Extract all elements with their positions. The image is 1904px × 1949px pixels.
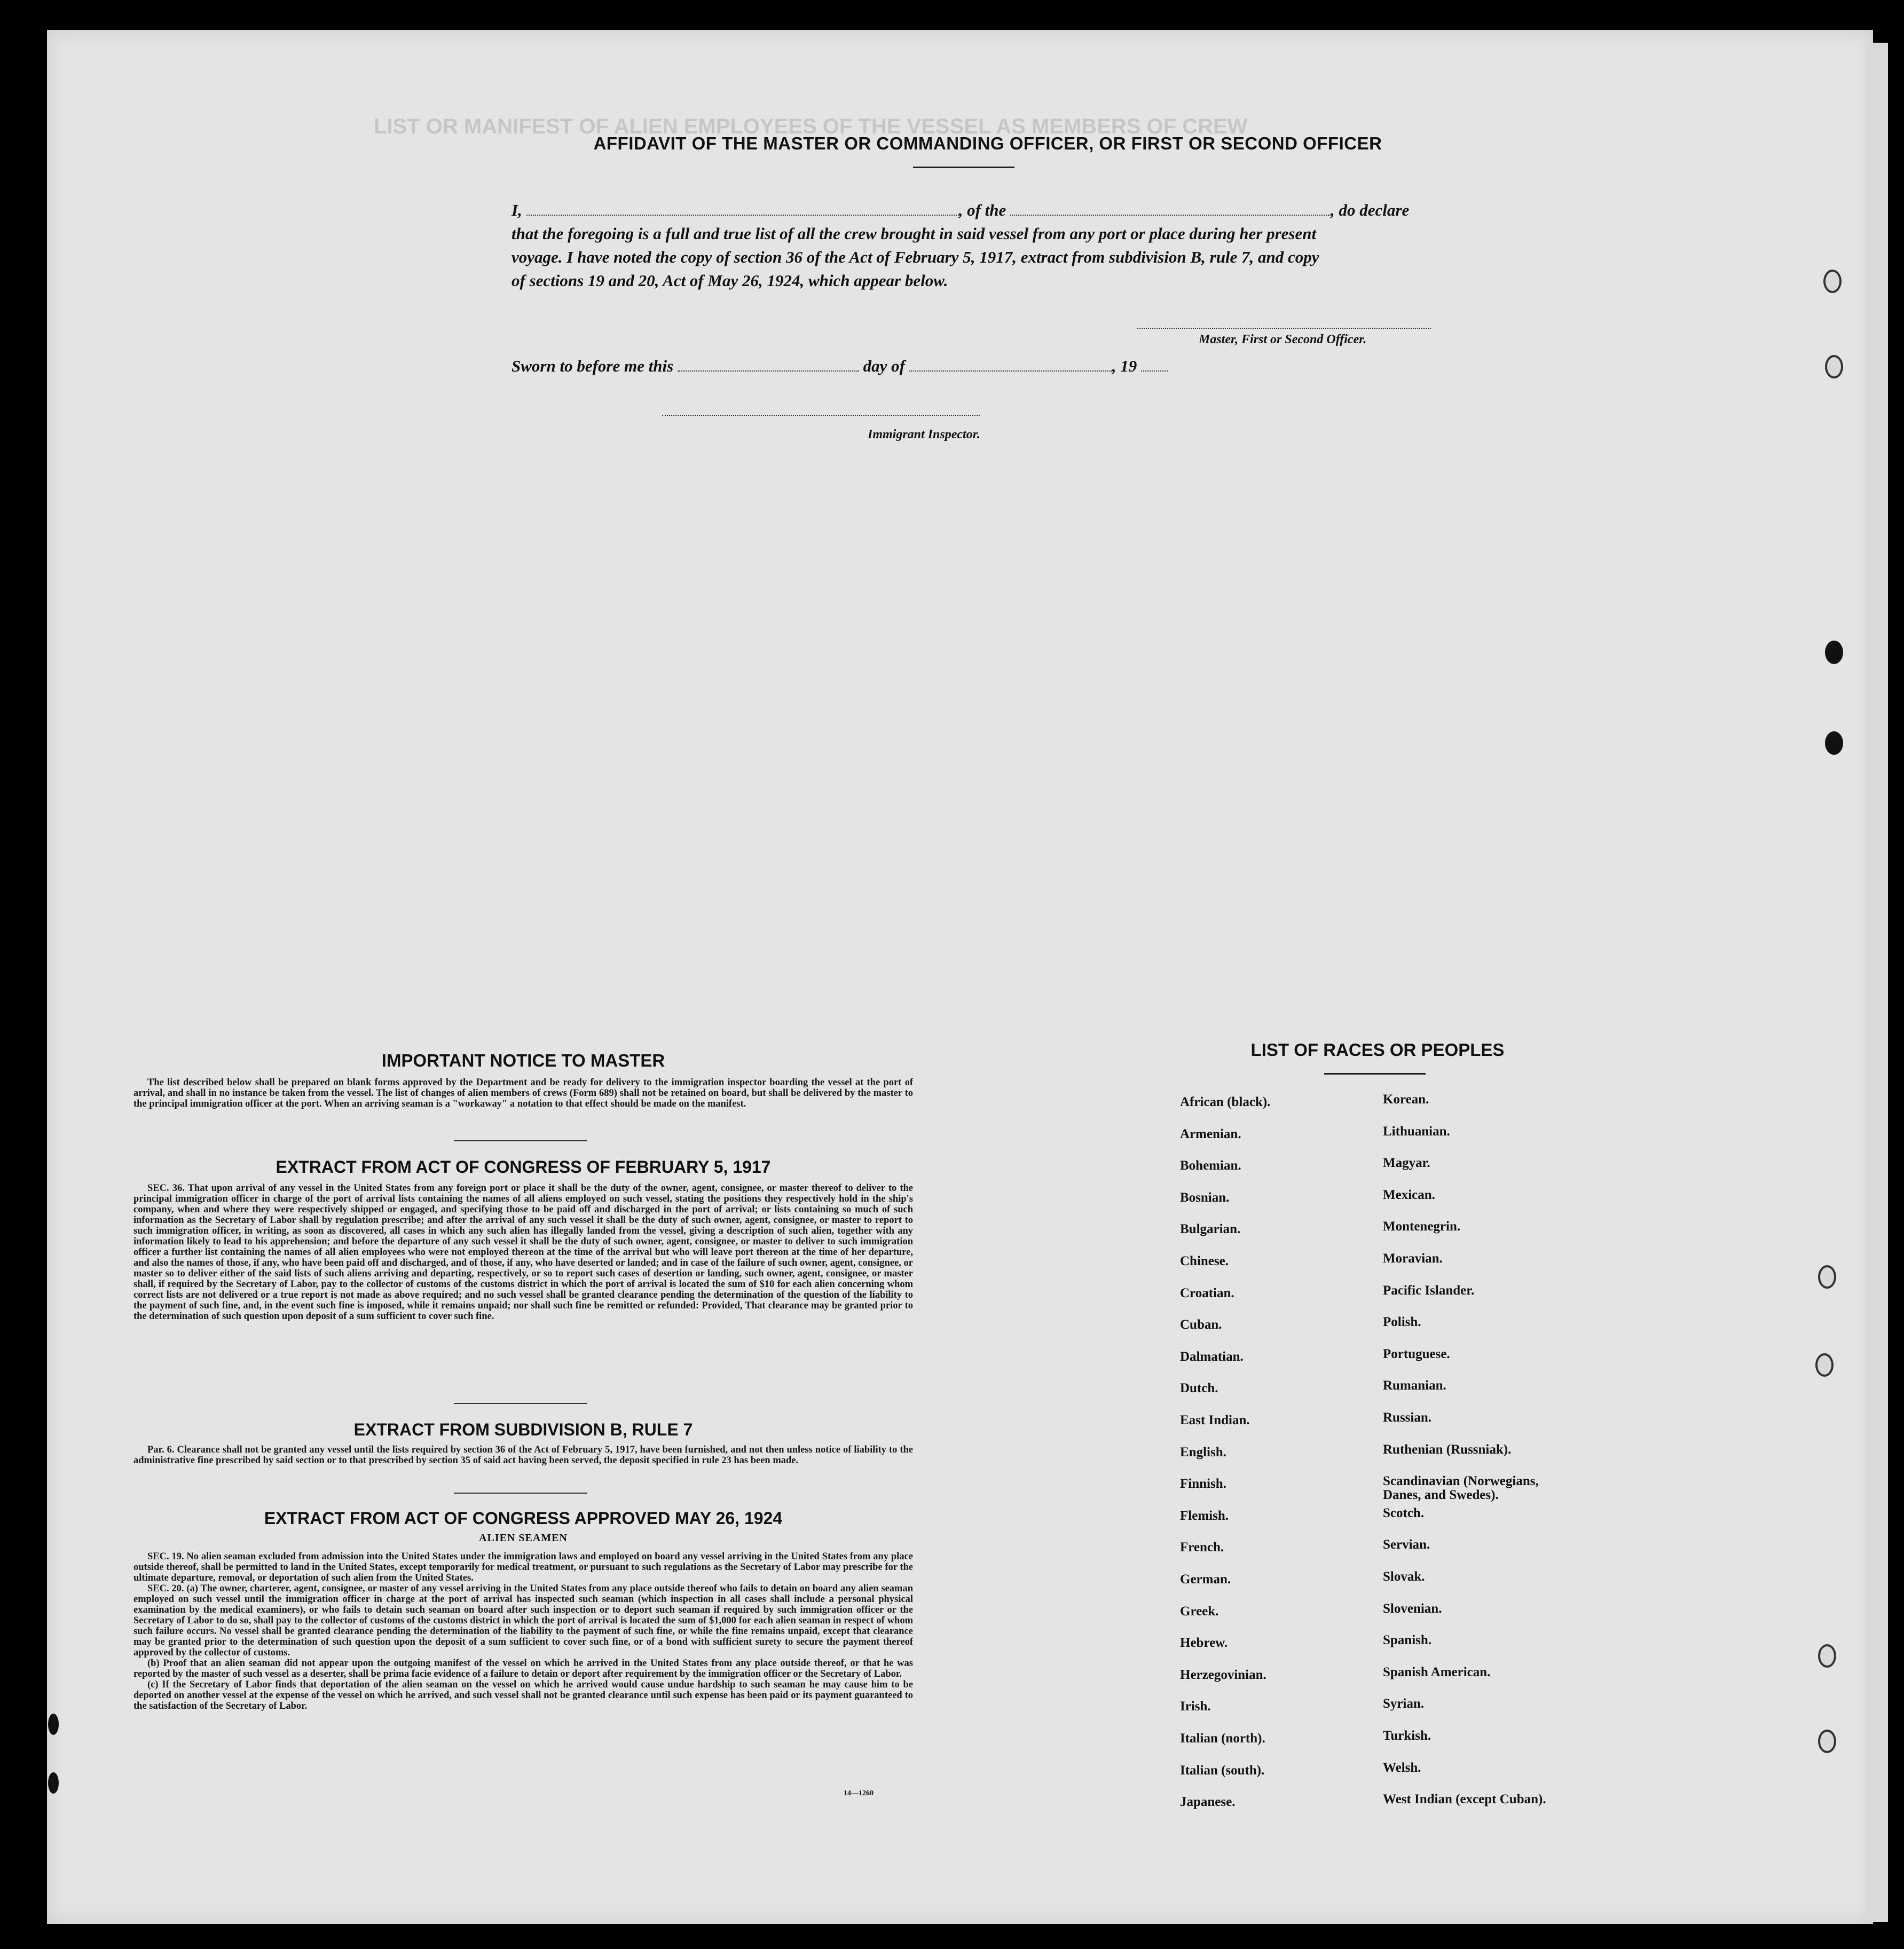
race-item: Turkish. <box>1383 1729 1431 1743</box>
master-signature-line[interactable] <box>1137 327 1431 329</box>
sworn-month-field[interactable] <box>909 357 1112 372</box>
race-item: Korean. <box>1383 1092 1429 1107</box>
race-item: Dalmatian. <box>1180 1349 1244 1364</box>
notice-paragraph: The list described below shall be prepared on blank forms approved by the Department and be ready for delivery to the immigration inspector boarding the vessel at the port of arrival, and shall in no instance be taken from the vessel. The list of changes of alien members of crews (Form 689) shall not be retained on board, but shall be delivered by the master to the principal immigration officer at the port. When an arriving seaman is a "workaway" a notation to that effect should be made on the manifest. <box>133 1077 913 1109</box>
affidavit-declaration <box>512 199 1467 293</box>
alien-seamen-subtitle: ALIEN SEAMEN <box>479 1532 568 1544</box>
race-item: West Indian (except Cuban). <box>1383 1792 1546 1807</box>
punch-hole <box>1823 270 1842 293</box>
sworn-day-of: day of <box>863 357 905 375</box>
race-item: Russian. <box>1383 1410 1432 1425</box>
sworn-day-field[interactable] <box>678 357 859 372</box>
section-19-paragraph: SEC. 19. No alien seaman excluded from admission into the United States under the immigration laws and employed on board any vessel arriving in the United States from any place outside thereof, shall be permitted to land in the United States, except temporarily for medical treatment, or pursuant to such regulations as the Secretary of Labor may prescribe for the ultimate departure, removal, or deportation of such alien from the United States. <box>133 1551 913 1583</box>
race-item: English. <box>1180 1445 1226 1459</box>
extract-1917-text <box>133 1183 913 1322</box>
declaration-of-the: , of the <box>958 201 1006 219</box>
race-item: Irish. <box>1180 1699 1211 1714</box>
sworn-text: Sworn to before me this <box>512 357 674 375</box>
extract-1924-text <box>133 1551 913 1711</box>
form-number: 14—1260 <box>844 1789 874 1797</box>
punch-hole <box>1818 1730 1836 1753</box>
race-item: Italian (south). <box>1180 1763 1265 1778</box>
race-item: French. <box>1180 1540 1224 1555</box>
races-divider <box>1324 1073 1426 1075</box>
race-item: Ruthenian (Russniak). <box>1383 1442 1512 1457</box>
punch-hole <box>48 1714 59 1735</box>
race-item: Finnish. <box>1180 1477 1226 1492</box>
declaration-i: I, <box>512 201 522 219</box>
race-item: Moravian. <box>1383 1251 1443 1266</box>
race-item: Armenian. <box>1180 1126 1241 1141</box>
race-item: Servian. <box>1383 1537 1430 1552</box>
section-20b-paragraph: (b) Proof that an alien seaman did not appear upon the outgoing manifest of the vessel on which he arrived in the United States from any place outside thereof, or that he was reported by the master of such vessel as a deserter, shall be prima facie evidence of a failure to detain or deport after requirement by the immigration officer or the Secretary of Labor. <box>133 1658 913 1679</box>
race-item: Portuguese. <box>1383 1346 1450 1361</box>
race-item: Spanish American. <box>1383 1664 1491 1679</box>
race-item: Slovak. <box>1383 1569 1425 1584</box>
race-item: East Indian. <box>1180 1413 1250 1427</box>
race-item: Pacific Islander. <box>1383 1283 1475 1298</box>
extract-rule7-text <box>133 1445 913 1466</box>
notice-title: IMPORTANT NOTICE TO MASTER <box>381 1051 665 1070</box>
master-signature-label: Master, First or Second Officer. <box>1199 333 1367 346</box>
race-item: Lithuanian. <box>1383 1124 1450 1139</box>
section-36-paragraph: SEC. 36. That upon arrival of any vessel in the United States from any foreign port or place it shall be the duty of the owner, agent, consignee, or master thereof to deliver to the principal immigration officer in charge of the port of arrival lists containing the names of all aliens employed on such vessel, stating the positions they respectively hold in the ship's company, when and where they were respectively shipped or engaged, and specifying those to be paid off and discharged in the port of arrival; or lists containing so much of such information as the Secretary of Labor shall by regulation prescribe; and after the arrival of any such vessel it shall be the duty of such owner, agent, consignee, or master to report to such immigration officer, in writing, as soon as discovered, all cases in which any such alien has illegally landed from the vessel, giving a description of such alien, together with any information likely to lead to his apprehension; and before the departure of any such vessel it shall be the duty of such owner, agent, consignee, or master to deliver to such immigration officer a further list containing the names of all alien employees who were not employed thereon at the time of the arrival but who will leave port thereon at the time of her departure, and also the names of those, if any, who have been paid off and discharged, and of those, if any, who have deserted or landed; and in case of the failure of such owner, agent, consignee, or master so to deliver either of the said lists of such aliens arriving and departing, respectively, or so to report such cases of desertion or landing, such owner, agent, consignee, or master shall, if required by the Secretary of Labor, pay to the collector of customs of the customs district in which the port of arrival is located the sum of $10 for each alien concerning whom correct lists are not delivered or a true report is not made as above required; and no such vessel shall be granted clearance pending the determination of the question of the liability to the payment of such fine, and, in the event such fine is imposed, while it remains unpaid; nor shall such fine be remitted or refunded: Provided, That clearance may be granted prior to the determination of such question upon deposit of a sum sufficient to cover such fine. <box>133 1183 913 1322</box>
declaration-line-4: of sections 19 and 20, Act of May 26, 1924, which appear below. <box>512 271 948 290</box>
race-item: Spanish. <box>1383 1633 1432 1648</box>
section-divider <box>454 1403 587 1404</box>
punch-hole <box>1825 355 1843 378</box>
race-item: Bulgarian. <box>1180 1222 1241 1237</box>
race-item: Bohemian. <box>1180 1158 1241 1173</box>
race-item: African (black). <box>1180 1095 1271 1109</box>
race-item: Polish. <box>1383 1315 1421 1330</box>
notice-text <box>133 1077 913 1109</box>
race-item: Slovenian. <box>1383 1601 1442 1616</box>
punch-hole <box>48 1772 59 1794</box>
race-item: Rumanian. <box>1383 1378 1446 1393</box>
extract-1924-title: EXTRACT FROM ACT OF CONGRESS APPROVED MAY 26, 1924 <box>264 1509 783 1528</box>
section-divider <box>454 1493 587 1494</box>
race-item: Scotch. <box>1383 1505 1425 1520</box>
race-item: Herzegovinian. <box>1180 1667 1266 1682</box>
name-field[interactable] <box>526 201 959 216</box>
race-item: Montenegrin. <box>1383 1219 1461 1234</box>
underlying-page-edge <box>1867 43 1888 1922</box>
races-title: LIST OF RACES OR PEOPLES <box>1250 1040 1505 1060</box>
sworn-year-prefix: , 19 <box>1112 357 1137 375</box>
bleed-through-text: LIST OR MANIFEST OF ALIEN EMPLOYEES OF THE VESSEL AS MEMBERS OF CREW <box>374 115 1248 138</box>
extract-1917-title: EXTRACT FROM ACT OF CONGRESS OF FEBRUARY 5, 1917 <box>276 1157 771 1177</box>
race-item: Croatian. <box>1180 1285 1234 1300</box>
race-item: Greek. <box>1180 1604 1219 1619</box>
race-item: Japanese. <box>1180 1795 1236 1810</box>
punch-hole <box>1825 731 1843 755</box>
race-item: Cuban. <box>1180 1317 1222 1332</box>
race-item: Scandinavian (Norwegians, Danes, and Swedes). <box>1383 1474 1539 1503</box>
vessel-field[interactable] <box>1010 201 1331 216</box>
punch-hole <box>1825 641 1843 664</box>
declaration-line-2: that the foregoing is a full and true list of all the crew brought in said vessel from any port or place during her present <box>512 224 1317 243</box>
race-item: Flemish. <box>1180 1508 1229 1523</box>
race-item: Syrian. <box>1383 1697 1425 1711</box>
race-item: Welsh. <box>1383 1760 1421 1775</box>
punch-hole <box>1818 1644 1836 1668</box>
punch-hole <box>1815 1353 1834 1377</box>
race-item: Magyar. <box>1383 1156 1430 1171</box>
race-item: Italian (north). <box>1180 1731 1265 1746</box>
race-item: Bosnian. <box>1180 1190 1230 1205</box>
affidavit-title: AFFIDAVIT OF THE MASTER OR COMMANDING OFFICER, OR FIRST OR SECOND OFFICER <box>593 133 1382 153</box>
declaration-do-declare: , do declare <box>1331 201 1410 219</box>
race-item: Mexican. <box>1383 1187 1435 1202</box>
rule7-paragraph: Par. 6. Clearance shall not be granted any vessel until the lists required by section 36 of the Act of February 5, 1917, have been furnished, and not then unless notice of liability to the administrative fine prescribed by said section or to that prescribed by section 35 of said act having been served, the deposit specified in rule 23 has been made. <box>133 1445 913 1466</box>
extract-rule7-title: EXTRACT FROM SUBDIVISION B, RULE 7 <box>353 1420 693 1439</box>
title-divider <box>913 167 1014 168</box>
section-divider <box>454 1140 587 1141</box>
sworn-year-field[interactable] <box>1141 357 1168 372</box>
declaration-line-3: voyage. I have noted the copy of section 36 of the Act of February 5, 1917, extract from subdivision B, rule 7, and copy <box>512 248 1319 266</box>
inspector-signature-label: Immigrant Inspector. <box>868 428 980 441</box>
punch-hole <box>1818 1265 1836 1289</box>
section-20c-paragraph: (c) If the Secretary of Labor finds that deportation of the alien seaman on the vessel on which he arrived would cause undue hardship to such seaman he may cause him to be deported on another vessel at the expense of the vessel on which he arrived, and such vessel shall not be granted clearance until such expense has been paid or its payment guaranteed to the satisfaction of the Secretary of Labor. <box>133 1679 913 1711</box>
declaration-line-1 <box>512 199 1467 222</box>
sworn-line <box>512 357 1168 376</box>
race-item: German. <box>1180 1572 1231 1587</box>
race-item: Hebrew. <box>1180 1636 1228 1651</box>
race-item: Dutch. <box>1180 1381 1218 1396</box>
section-20a-paragraph: SEC. 20. (a) The owner, charterer, agent, consignee, or master of any vessel arriving in the United States from any place outside thereof who fails to detain on board any alien seaman employed on such vessel until the immigration officer in charge at the port of arrival has inspected such seaman (which inspection in all cases shall include a personal physical examination by the medical examiners), or who fails to detain such seaman on board after such inspection or to deport such seaman if required by such immigration officer or the Secretary of Labor to do so, shall pay to the collector of customs of the customs district in which the port of arrival is located the sum of $1,000 for each alien seaman in respect of whom such failure occurs. No vessel shall be granted clearance pending the determination of the liability to the payment of such fine, or while the fine remains unpaid, except that clearance may be granted prior to the determination of such question upon the deposit of a sum sufficient to cover such fine, or of a bond with sufficient surety to secure the payment thereof approved by the collector of customs. <box>133 1583 913 1658</box>
inspector-signature-line[interactable] <box>662 414 980 416</box>
race-item: Chinese. <box>1180 1254 1229 1268</box>
